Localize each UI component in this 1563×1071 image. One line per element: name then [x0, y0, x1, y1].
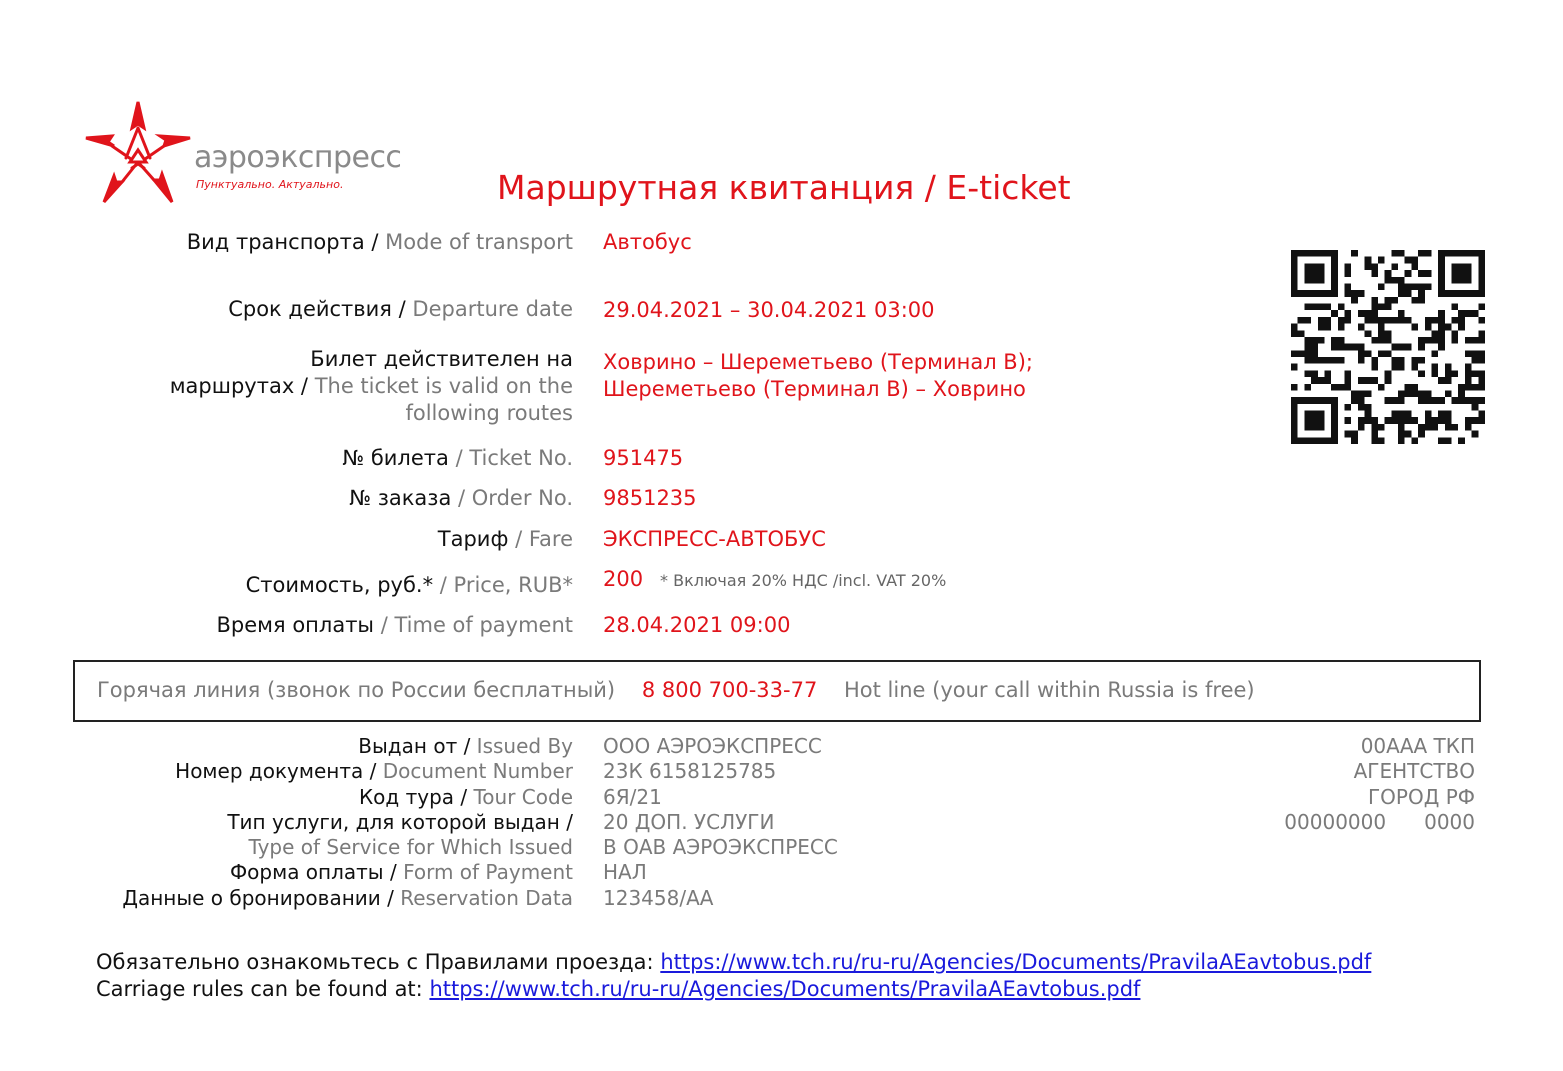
- departure-label: Срок действия / Departure date: [228, 297, 573, 321]
- rules-en-line: [96, 976, 1140, 1003]
- routes-label-ru-2: маршрутах: [169, 374, 295, 398]
- tour-code-label-en: Tour Code: [473, 785, 573, 809]
- ticket-value: 951475: [603, 446, 684, 470]
- tour-code-label: Код тура / Tour Code: [358, 785, 573, 809]
- rules-link-en[interactable]: https://www.tch.ru/ru-ru/Agencies/Documents/PravilaAEavtobus.pdf: [429, 977, 1141, 1001]
- rules-ru-text: Обязательно ознакомьтесь с Правилами проезда:: [96, 950, 654, 974]
- page-title: Маршрутная квитанция / E-ticket: [497, 168, 1071, 207]
- order-label-ru: № заказа: [349, 486, 452, 510]
- issued-by-label-ru: Выдан от: [358, 734, 458, 758]
- rules-link-ru[interactable]: https://www.tch.ru/ru-ru/Agencies/Documents/PravilaAEavtobus.pdf: [660, 950, 1372, 974]
- issued-by-label-en: Issued By: [476, 734, 573, 758]
- fare-label: Тариф / Fare: [437, 527, 573, 551]
- hotline-en: Hot line (your call within Russia is free): [844, 678, 1255, 702]
- doc-number-value: 23К 6158125785: [603, 759, 777, 783]
- route-1: Ховрино – Шереметьево (Терминал В);: [603, 350, 1033, 374]
- doc-number-label-en: Document Number: [382, 759, 573, 783]
- agency-line-2: АГЕНТСТВО: [1353, 759, 1475, 783]
- reservation-label: Данные о бронировании / Reservation Data: [122, 886, 573, 910]
- payment-time-label: Время оплаты / Time of payment: [216, 613, 573, 637]
- order-value: 9851235: [603, 486, 697, 510]
- hotline-phone[interactable]: 8 800 700-33-77: [641, 678, 818, 702]
- transport-label-ru: Вид транспорта: [186, 230, 365, 254]
- rules-ru-line: [96, 949, 1371, 976]
- routes-label-en-2: following routes: [405, 401, 573, 425]
- hotline-box: [73, 660, 1481, 722]
- logo-slogan: Пунктуально. Актуально.: [196, 178, 344, 191]
- departure-label-ru: Срок действия: [228, 297, 392, 321]
- fare-label-ru: Тариф: [437, 527, 509, 551]
- agency-line-3: ГОРОД РФ: [1367, 785, 1475, 809]
- transport-label: Вид транспорта / Mode of transport: [186, 230, 573, 254]
- ticket-label-ru: № билета: [342, 446, 449, 470]
- service-type-value: [603, 810, 838, 860]
- routes-value: [603, 349, 1033, 403]
- tour-code-label-ru: Код тура: [358, 785, 455, 809]
- reservation-label-ru: Данные о бронировании: [122, 886, 381, 910]
- fare-value: ЭКСПРЕСС-АВТОБУС: [603, 527, 826, 551]
- price-label-en: Price, RUB*: [453, 573, 573, 597]
- departure-value: 29.04.2021 – 30.04.2021 03:00: [603, 298, 935, 322]
- routes-label-en-1: The ticket is valid on the: [314, 374, 573, 398]
- reservation-value: 123458/АА: [603, 886, 714, 910]
- routes-label: Билет действителен на маршрутах / The ticket is valid on the following routes: [169, 347, 573, 425]
- departure-label-en: Departure date: [412, 297, 573, 321]
- service-type-label-en: Type of Service for Which Issued: [248, 835, 573, 859]
- payment-form-label-en: Form of Payment: [403, 860, 573, 884]
- service-type-label-ru: Тип услуги, для которой выдан: [227, 810, 560, 834]
- issued-by-label: Выдан от / Issued By: [358, 734, 573, 758]
- route-2: Шереметьево (Терминал В) – Ховрино: [603, 377, 1026, 401]
- price-value: 200: [603, 567, 644, 591]
- routes-label-ru-1: Билет действителен на: [310, 347, 573, 371]
- service-type-value-2: В ОАВ АЭРОЭКСПРЕСС: [603, 835, 838, 859]
- qr-code: [1290, 250, 1486, 444]
- payment-form-label: Форма оплаты / Form of Payment: [229, 860, 573, 884]
- issued-by-value: ООО АЭРОЭКСПРЕСС: [603, 734, 822, 758]
- agency-code-a: 00000000: [1284, 810, 1387, 834]
- agency-line-4: [1284, 810, 1475, 835]
- vat-note: * Включая 20% НДС /incl. VAT 20%: [660, 571, 947, 590]
- price-label: Стоимость, руб.* / Price, RUB*: [245, 573, 573, 597]
- logo-wordmark: аэроэкспресс: [194, 140, 402, 175]
- company-logo: [82, 98, 422, 208]
- transport-label-en: Mode of transport: [385, 230, 573, 254]
- reservation-label-en: Reservation Data: [400, 886, 573, 910]
- hotline-ru: Горячая линия (звонок по России бесплатный): [97, 678, 616, 702]
- fare-label-en: Fare: [528, 527, 573, 551]
- doc-number-label-ru: Номер документа: [175, 759, 364, 783]
- agency-line-1: 00ААА ТКП: [1360, 734, 1475, 758]
- payment-form-label-ru: Форма оплаты: [229, 860, 384, 884]
- service-type-label: Тип услуги, для которой выдан / Type of Service for Which Issued: [227, 810, 573, 859]
- payment-time-value: 28.04.2021 09:00: [603, 613, 791, 637]
- agency-code-b: 0000: [1424, 810, 1475, 834]
- rules-en-text: Carriage rules can be found at:: [96, 977, 423, 1001]
- transport-value: Автобус: [603, 230, 692, 254]
- payment-form-value: НАЛ: [603, 860, 647, 884]
- tour-code-value: 6Я/21: [603, 785, 662, 809]
- ticket-label: № билета / Ticket No.: [342, 446, 573, 470]
- price-label-ru: Стоимость, руб.*: [245, 573, 434, 597]
- service-type-value-1: 20 ДОП. УСЛУГИ: [603, 810, 775, 834]
- order-label: № заказа / Order No.: [349, 486, 573, 510]
- ticket-label-en: Ticket No.: [469, 446, 573, 470]
- doc-number-label: Номер документа / Document Number: [175, 759, 573, 783]
- payment-time-label-ru: Время оплаты: [216, 613, 375, 637]
- order-label-en: Order No.: [471, 486, 573, 510]
- star-logo-icon: [82, 98, 194, 206]
- payment-time-label-en: Time of payment: [394, 613, 573, 637]
